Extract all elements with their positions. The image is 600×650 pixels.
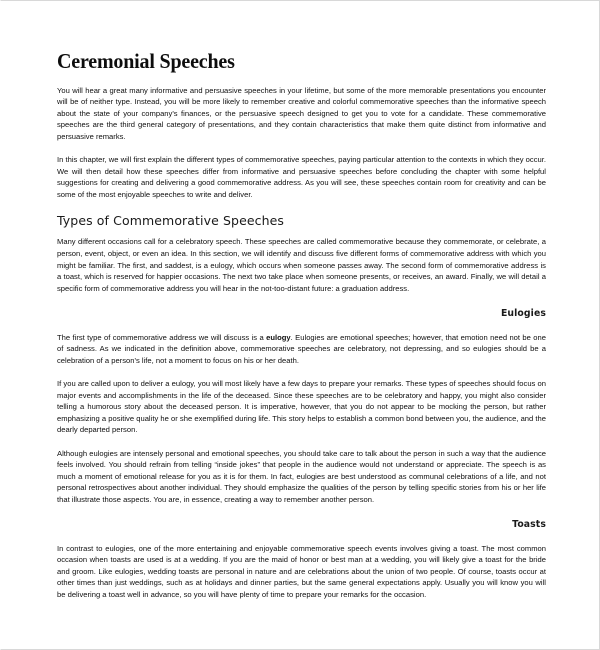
section-heading-types-of-commemorative-speeches: Types of Commemorative Speeches bbox=[57, 213, 285, 229]
intro-paragraph-1: You will hear a great many informative and persuasive speeches in your lifetime, but some of the more memorable presentations you encounter will be of neither type. Instead, you will be more likely to remember creative and colorful commemorative speeches than the informative speech about the state of your company's finances, or the persuasive speech designed to get you to vote for a candidate. These commemorative speeches are the third general category of presentations, and they contain characteristics that make them quite distinct from informative and persuasive remarks. bbox=[57, 85, 546, 141]
types-paragraph-1: Many different occasions call for a celebratory speech. These speeches are called commemorative because they commemorate, or celebrate, a person, event, object, or even an idea. In this section, we will identify and discuss five different forms of commemorative address with which you might be familiar. The first, and saddest, is a eulogy, which occurs when someone passes away. The second form of commemorative address is a toast, which is reserved for happier occasions. The next two take place when someone presents, or receives, an award. Finally, we will detail a specific form of commemorative address you will hear in the not-too-distant future: a graduation address. bbox=[57, 237, 546, 293]
text-run: The first type of commemorative address we will discuss is a bbox=[57, 332, 267, 342]
sub-heading-eulogies: Eulogies bbox=[500, 308, 546, 320]
intro-paragraph-2: In this chapter, we will first explain the different types of commemorative speeches, paying particular attention to the contexts in which they occur. We will then detail how these speeches differ from informative and persuasive speeches before concluding the chapter with some helpful suggestions for creating and delivering a good commemorative address. As you will see, these speeches contain room for creativity and can be some of the most enjoyable speeches to write and deliver. bbox=[57, 155, 546, 199]
emphasized-term: eulogy bbox=[266, 332, 291, 342]
eulogies-paragraph-3: Although eulogies are intensely personal and emotional speeches, you should take care to talk about the person in such a way that the audience feels involved. You should refrain from telling “inside jokes” that people in the audience would not understand or appreciate. The speech is as much a moment of emotional release for you as it is for them. In fact, eulogies are best understood as communal celebrations of a life, and not personal retrospectives about another individual. They should emphasize the qualities of the person by telling specific stories from his or her life that illustrate those aspects. You are, in essence, creating a way to remember another person. bbox=[57, 448, 546, 504]
document-content bbox=[57, 1, 546, 601]
sub-heading-toasts: Toasts bbox=[512, 519, 546, 531]
eulogies-paragraph-1 bbox=[57, 332, 546, 367]
text-run: . Eulogies are emotional speeches; however, that emotion need not be one of sadness. As we indicated in the definition above, commemorative speeches are celebratory, not depressing, and so eulogies should be a celebration of a person's life, not a moment to focus on his or her death. bbox=[57, 332, 546, 365]
document-body bbox=[57, 85, 546, 601]
page-title: Ceremonial Speeches bbox=[57, 49, 235, 73]
toasts-paragraph-1: In contrast to eulogies, one of the more entertaining and enjoyable commemorative speech events involves giving a toast. The most common occasion when toasts are used is at a wedding. If you are the maid of honor or best man at a wedding, you will likely give a toast for the bride and groom. Like eulogies, wedding toasts are personal in nature and are celebrations about the union of two people. Of course, toasts occur at other times than just weddings, such as at holidays and dinner parties, but the same general expectations apply. Usually you will know you will be delivering a toast well in advance, so you will have plenty of time to prepare your remarks for the occasion. bbox=[57, 543, 546, 599]
eulogies-paragraph-2: If you are called upon to deliver a eulogy, you will most likely have a few days to prepare your remarks. These types of speeches should focus on major events and accomplishments in the life of the deceased. Since these speeches are to be celebratory and happy, you might also consider telling a humorous story about the deceased person. It is imperative, however, that you do not appear to be mocking the person, but rather emphasizing a positive quality he or she exemplified during life. This story helps to establish a common bond between you, the audience, and the dearly departed person. bbox=[57, 378, 546, 435]
